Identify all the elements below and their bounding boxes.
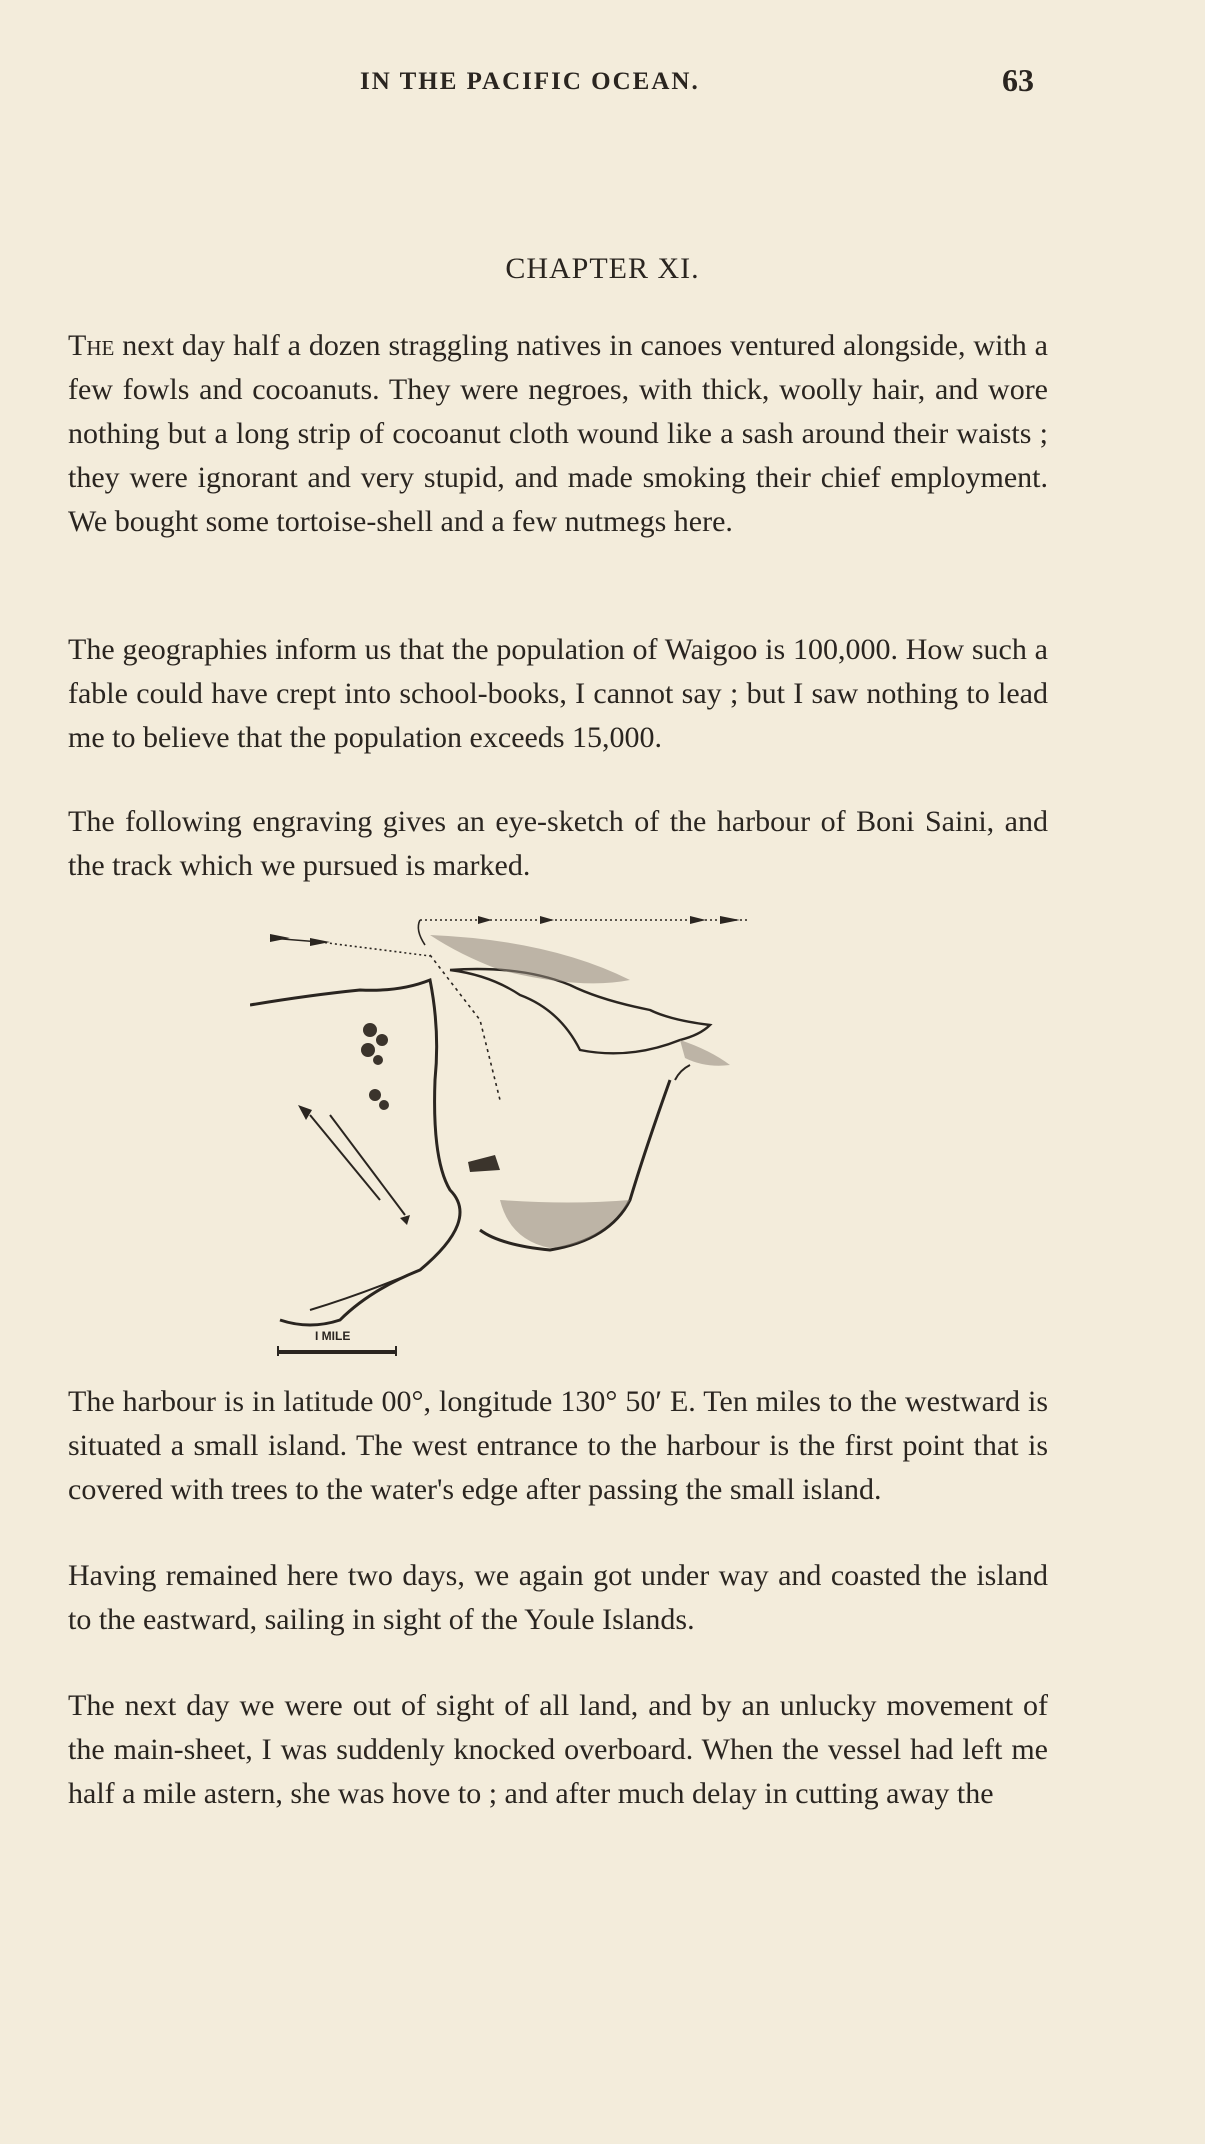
paragraph-3: The following engraving gives an eye-sketch of the harbour of Boni Saini, and the track which we pursued is marked.: [68, 805, 1048, 882]
map-scale-bar: [278, 1329, 396, 1356]
paragraph-4: The harbour is in latitude 00°, longitude 130° 50′ E. Ten miles to the westward is situated a small island. The west entrance to the harbour is the first point that is covered with trees to the water's edge after passing the small island.: [68, 1385, 1048, 1506]
running-head: [0, 62, 1205, 102]
tree-cluster: [361, 1023, 389, 1110]
paragraph-5: Having remained here two days, we again got under way and coasted the island to the eastward, sailing in sight of the Youle Islands.: [68, 1559, 1048, 1636]
paragraph-1: [68, 324, 1048, 544]
boat-sketch: [468, 1155, 500, 1172]
paragraph-2: The geographies inform us that the population of Waigoo is 100,000. How such a fable could have crept into school-books, I cannot say ; but I saw nothing to lead me to believe that the population exceeds 15,000.: [68, 633, 1048, 754]
page-number: 63: [1002, 62, 1034, 98]
harbour-map: [250, 900, 890, 1380]
paragraph-6: The next day we were out of sight of all land, and by an unlucky movement of the main-sheet, I was suddenly knocked overboard. When the vessel had left me half a mile astern, she was hove to ; and after much delay in cutting away the: [68, 1689, 1048, 1810]
south-arrows: [310, 1115, 405, 1215]
paragraph-1-lead: The: [68, 329, 115, 362]
paragraph-1-text: next day half a dozen straggling natives in canoes ventured alongside, with a few fowls and cocoanuts. They were negroes, with thick, woolly hair, and wore nothing but a long strip of cocoanut cloth wound like a sash around their waists ; they were ignorant and very stupid, and made smoking their chief employment. We bought some tortoise-shell and a few nutmegs here.: [68, 329, 1048, 538]
chapter-title: CHAPTER XI.: [505, 252, 700, 285]
shoals: [430, 935, 730, 1248]
scale-label: I MILE: [315, 1329, 351, 1343]
running-title: IN THE PACIFIC OCEAN.: [360, 68, 700, 95]
western-shore: [250, 980, 460, 1325]
